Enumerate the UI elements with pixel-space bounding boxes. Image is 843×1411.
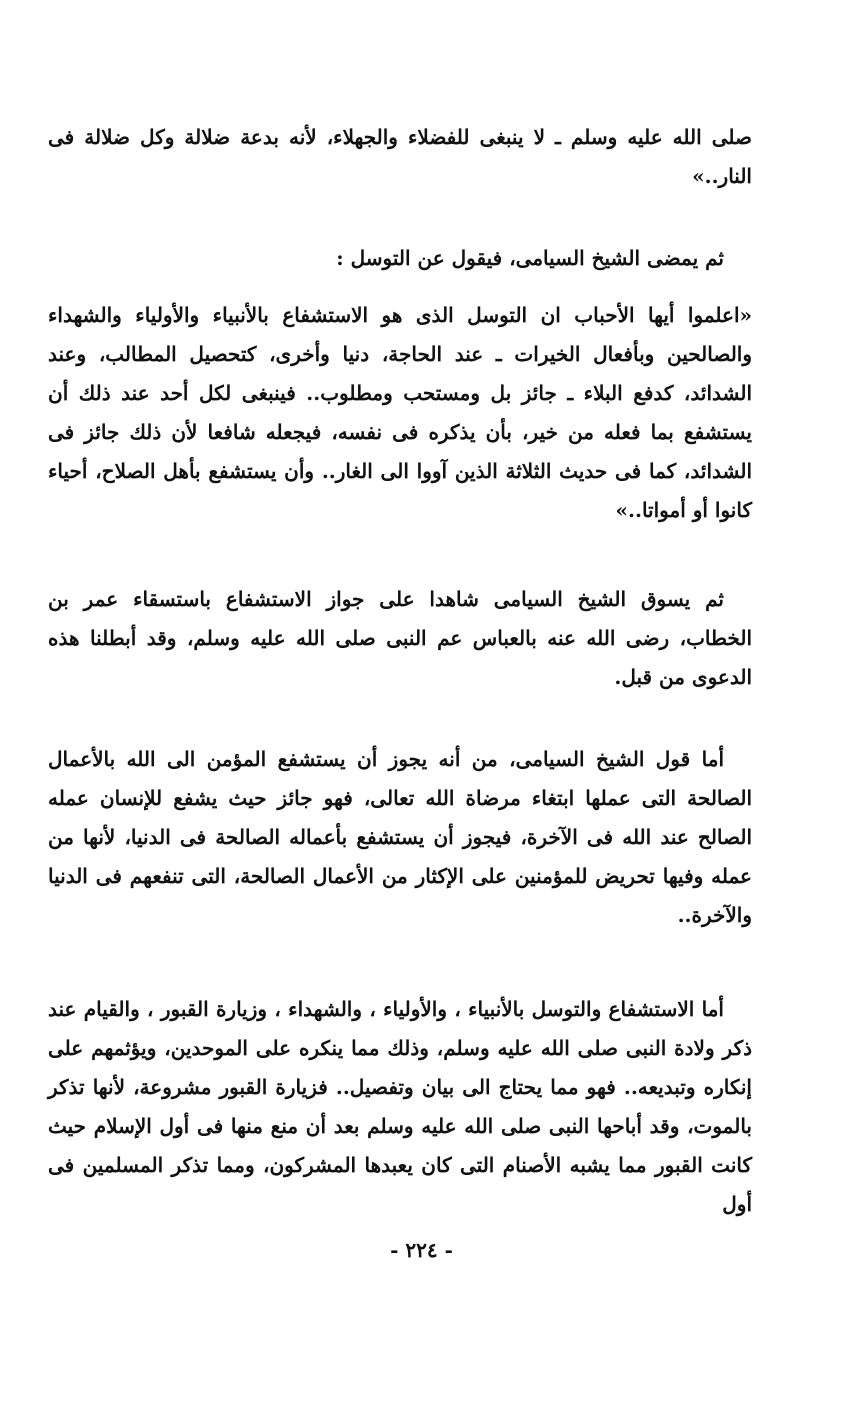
paragraph-quote: «اعلموا أيها الأحباب ان التوسل الذى هو الاستشفاع بالأنبياء والأولياء والشهداء والصالحين وبأفعال الخيرات ـ عند الحاجة، دنيا وأخرى، كتحصيل المطالب، وعند الشدائد، كدفع البلاء ـ جائز بل ومستحب ومطلوب.. فينبغى لكل أحد عند ذلك أن يستشفع بما فعله من خير، بأن يذكره فى نفسه، فيجعله شافعا لأن ذلك جائز فى الشدائد، كما فى حديث الثلاثة الذين آووا الى الغار.. وأن يستشفع بأهل الصلاح، أحياء كانوا أو أمواتا..» bbox=[48, 303, 752, 522]
page-number: - ٢٢٤ - bbox=[390, 1238, 453, 1262]
paragraph-graves: أما الاستشفاع والتوسل بالأنبياء ، والأولياء ، والشهداء ، وزيارة القبور ، والقيام عند ذكر ولادة النبى صلى الله عليه وسلم، وذلك مما ينكره على الموحدين، ويؤثمهم على إنكاره وتبديعه.. فهو مما يحتاج الى بيان وتفصيل.. فزيارة القبور مشروعة، لأنها تذكر بالموت، وقد أباحها النبى صلى الله عليه وسلم بعد أن منع منها فى أول الإسلام حيث كانت القبور مما يشبه الأصنام التى كان يعبدها المشركون، ومما تذكر المسلمين فى أول bbox=[48, 997, 752, 1216]
paragraph-good-deeds: أما قول الشيخ السيامى، من أنه يجوز أن يستشفع المؤمن الى الله بالأعمال الصالحة التى عملها ابتغاء مرضاة الله تعالى، فهو جائز حيث يشفع للإنسان عمله الصالح عند الله فى الآخرة، فيجوز أن يستشفع بأعماله الصالحة فى الدنيا، لأنها من عمله وفيها تحريض للمؤمنين على الإكثار من الأعمال الصالحة، التى تنفعهم فى الدنيا والآخرة.. bbox=[48, 747, 753, 927]
paragraph-istisqa: ثم يسوق الشيخ السيامى شاهدا على جواز الاستشفاع باستسقاء عمر بن الخطاب، رضى الله عنه بالعباس عم النبى صلى الله عليه وسلم، وقد أبطلنا هذه الدعوى من قبل. bbox=[48, 587, 752, 689]
paragraph-continuation: صلى الله عليه وسلم ـ لا ينبغى للفضلاء والجهلاء، لأنه بدعة ضلالة وكل ضلالة فى النار..» bbox=[48, 125, 752, 188]
paragraph-intro-tawassul: ثم يمضى الشيخ السيامى، فيقول عن التوسل : bbox=[336, 246, 724, 270]
